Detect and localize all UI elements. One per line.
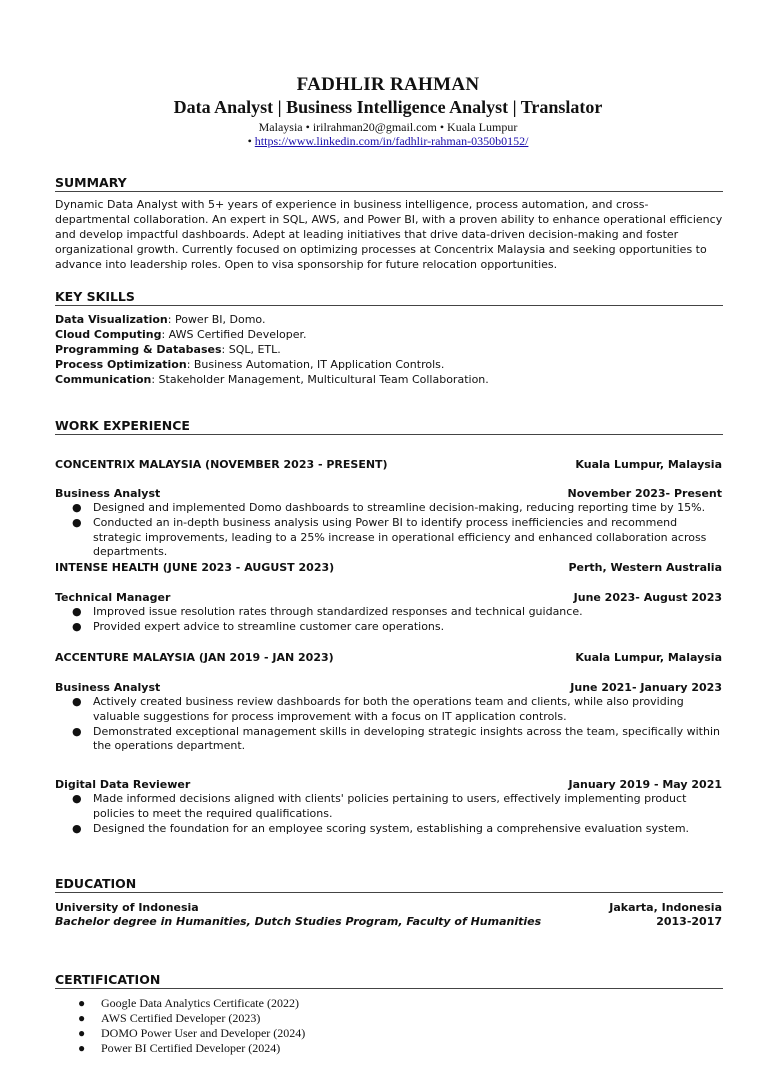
bullet-icon: ● (72, 695, 82, 708)
company-location: Kuala Lumpur, Malaysia (575, 458, 722, 471)
resume-name: FADHLIR RAHMAN (296, 74, 480, 95)
company-row (55, 457, 722, 472)
bullet-icon: ● (72, 821, 82, 835)
list-item: ● Conducted an in-depth business analysis using Power BI to identify process inefficiencies and recommend strategic improvements, leading to a 25% increase in operational efficiency and enhanced collaboration across departments. (72, 515, 707, 559)
contact-line: Malaysia • irilrahman20@gmail.com • Kuala Lumpur (258, 120, 518, 134)
list-item: ● Power BI Certified Developer (2024) (78, 1041, 281, 1055)
list-item: ● Actively created business review dashboards for both the operations team and clients, while also providing valuable suggestions for process improvement with a focus on IT application controls. (72, 695, 684, 723)
company-location: Kuala Lumpur, Malaysia (575, 651, 722, 664)
list-item: ● DOMO Power User and Developer (2024) (78, 1026, 306, 1040)
certification-heading: CERTIFICATION (55, 972, 723, 989)
skills-list (55, 312, 723, 387)
education-row (55, 914, 722, 929)
skill-item: Process Optimization: Business Automation, IT Application Controls. (55, 358, 445, 371)
list-item: ● Improved issue resolution rates through standardized responses and technical guidance. (72, 605, 583, 618)
role-bullets (55, 501, 723, 560)
bullet-icon: ● (72, 501, 82, 514)
role-dates: November 2023- Present (567, 487, 722, 500)
school-name: University of Indonesia (55, 901, 199, 914)
certification-list (55, 996, 723, 1056)
bullet-icon: ● (78, 996, 86, 1010)
role-dates: January 2019 - May 2021 (568, 778, 722, 791)
bullet-icon: ● (72, 619, 82, 633)
education-heading: EDUCATION (55, 876, 723, 893)
skill-item: Programming & Databases: SQL, ETL. (55, 343, 281, 356)
role-bullets (55, 792, 723, 836)
role-bullets (55, 695, 723, 754)
bullet-icon: ● (72, 605, 82, 618)
bullet-icon: ● (78, 1041, 86, 1055)
company-name: ACCENTURE MALAYSIA (JAN 2019 - JAN 2023) (55, 651, 334, 664)
role-row (55, 486, 722, 501)
list-item: ● Provided expert advice to streamline customer care operations. (72, 619, 445, 633)
degree-name: Bachelor degree in Humanities, Dutch Studies Program, Faculty of Humanities (55, 915, 542, 928)
experience-heading: WORK EXPERIENCE (55, 418, 723, 435)
company-row (55, 560, 722, 575)
role-bullets (55, 605, 723, 635)
role-row (55, 590, 722, 605)
bullet-icon: ● (78, 1011, 86, 1025)
school-location: Jakarta, Indonesia (609, 901, 722, 914)
company-location: Perth, Western Australia (568, 561, 722, 574)
role-row (55, 777, 722, 792)
list-item: ● Demonstrated exceptional management skills in developing strategic insights across the team, specifically within the operations department. (72, 724, 720, 753)
role-title: Business Analyst (55, 487, 161, 500)
bullet-icon: ● (72, 792, 82, 805)
bullet-icon: ● (72, 515, 82, 529)
list-item: ● Made informed decisions aligned with clients' policies pertaining to users, effectively implementing product policies to meet the required qualifications. (72, 792, 687, 820)
education-years: 2013-2017 (656, 915, 722, 928)
company-name: INTENSE HEALTH (JUNE 2023 - AUGUST 2023) (55, 561, 335, 574)
role-dates: June 2021- January 2023 (570, 681, 722, 694)
list-item: ● Google Data Analytics Certificate (2022) (78, 996, 299, 1010)
role-title: Digital Data Reviewer (55, 778, 191, 791)
role-title: Technical Manager (55, 591, 171, 604)
company-row (55, 650, 722, 665)
role-dates: June 2023- August 2023 (573, 591, 722, 604)
role-title: Business Analyst (55, 681, 161, 694)
resume-title: Data Analyst | Business Intelligence Analyst | Translator (173, 97, 603, 117)
summary-heading: SUMMARY (55, 175, 723, 192)
skill-item: Cloud Computing: AWS Certified Developer. (55, 328, 307, 341)
linkedin-link[interactable]: https://www.linkedin.com/in/fadhlir-rahman-0350b0152/ (254, 134, 529, 148)
education-row (55, 900, 722, 915)
skill-item: Data Visualization: Power BI, Domo. (55, 313, 266, 326)
skills-heading: KEY SKILLS (55, 289, 723, 306)
linkedin-bullet: • (247, 134, 255, 148)
list-item: ● AWS Certified Developer (2023) (78, 1011, 261, 1025)
skill-item: Communication: Stakeholder Management, Multicultural Team Collaboration. (55, 373, 489, 386)
role-row (55, 680, 722, 695)
bullet-icon: ● (72, 724, 82, 738)
list-item: ● Designed and implemented Domo dashboards to streamline decision-making, reducing reporting time by 15%. (72, 501, 706, 514)
list-item: ● Designed the foundation for an employee scoring system, establishing a comprehensive evaluation system. (72, 821, 690, 835)
summary-text: Dynamic Data Analyst with 5+ years of experience in business intelligence, process automation, and cross-departmental collaboration. An expert in SQL, AWS, and Power BI, with a proven ability to enhance operational efficiency and develop impactful dashboards. Adept at leading initiatives that drive data-driven decision-making and foster organizational growth. Currently focused on optimizing processes at Concentrix Malaysia and seeking opportunities to advance into leadership roles. Open to visa sponsorship for future relocation opportunities. (55, 198, 723, 271)
linkedin-line (0, 134, 776, 149)
company-name: CONCENTRIX MALAYSIA (NOVEMBER 2023 - PRESENT) (55, 458, 388, 471)
bullet-icon: ● (78, 1026, 86, 1040)
